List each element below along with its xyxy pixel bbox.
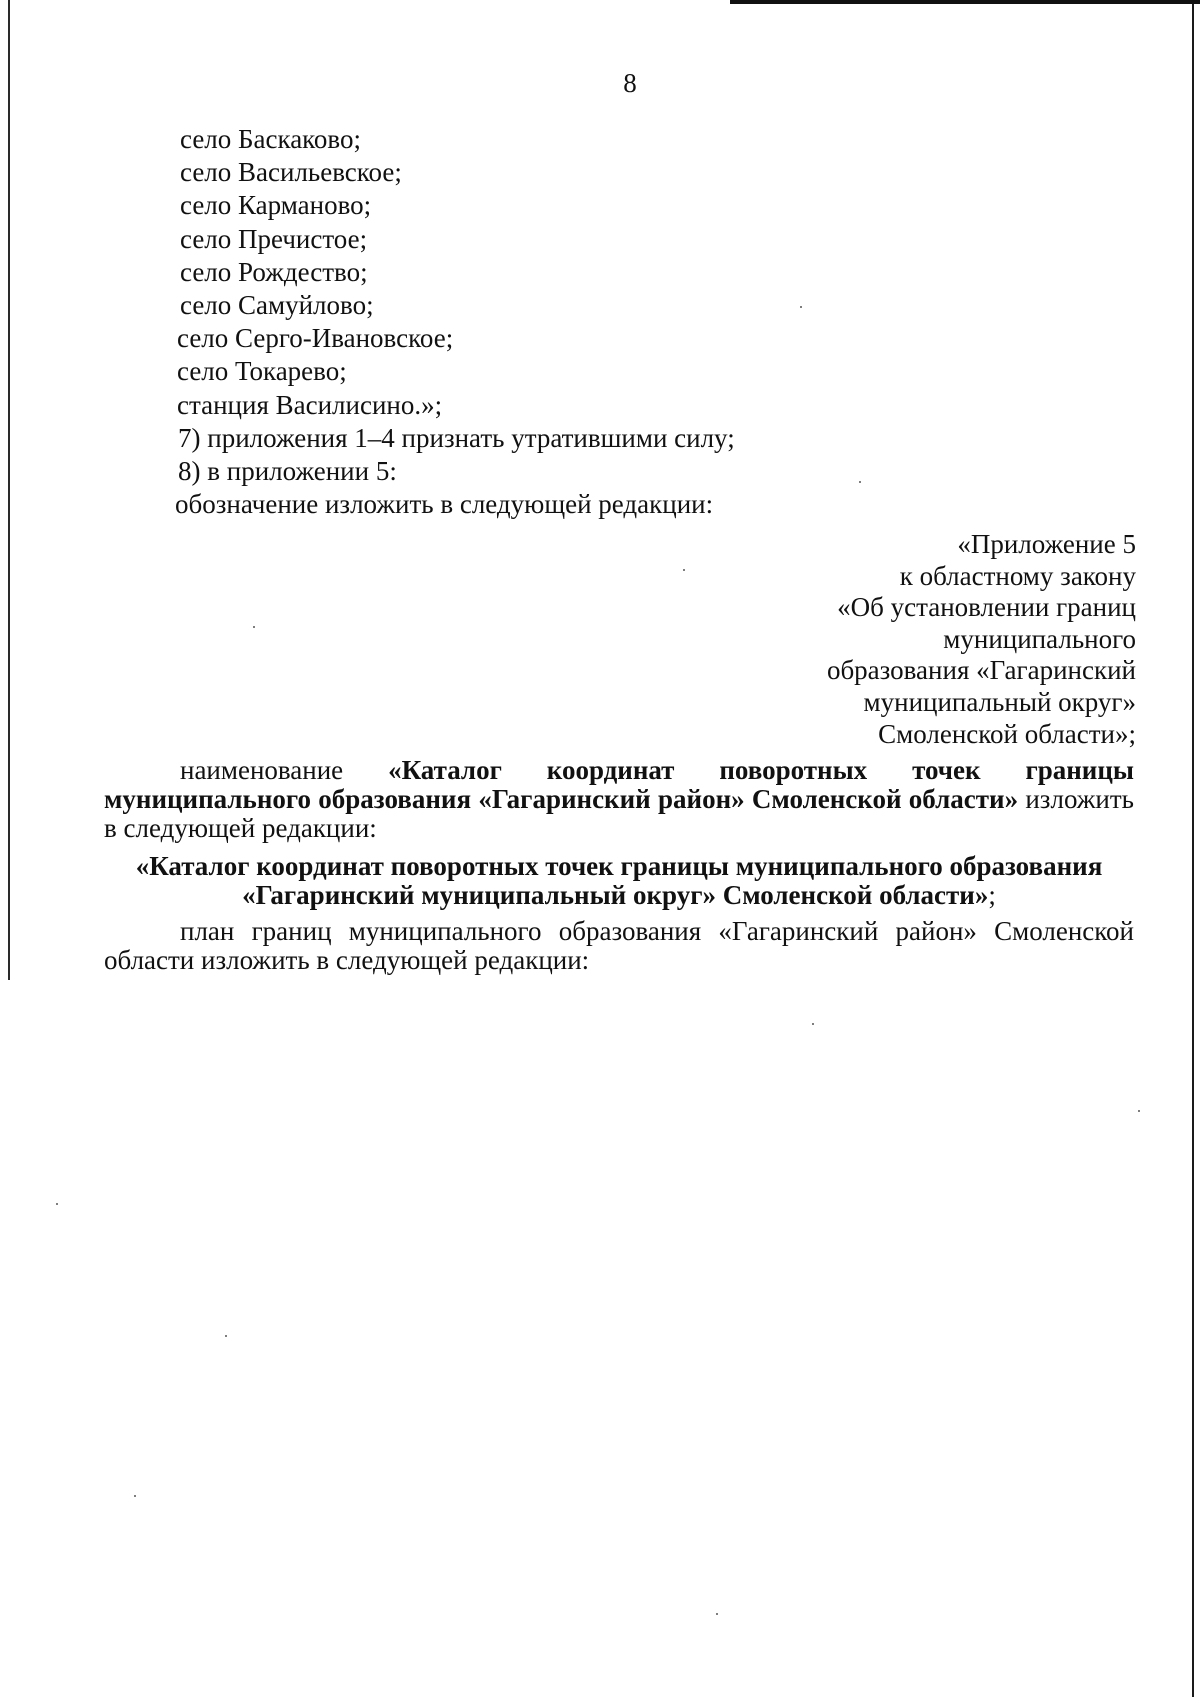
scan-speck bbox=[716, 1613, 718, 1615]
name-paragraph bbox=[104, 756, 1134, 843]
appendix-line: Смоленской области»; bbox=[878, 718, 1136, 749]
appendix-header bbox=[827, 529, 1136, 750]
village-list bbox=[175, 123, 735, 521]
list-item: село Серго-Ивановское; bbox=[177, 323, 454, 354]
list-item: село Пречистое; bbox=[180, 223, 368, 254]
list-item: село Самуйлово; bbox=[180, 290, 374, 321]
list-item: село Васильевское; bbox=[180, 157, 402, 188]
scan-edge-left bbox=[8, 0, 10, 980]
designation-line: обозначение изложить в следующей редакции: bbox=[175, 489, 714, 520]
page-number: 8 bbox=[623, 68, 637, 98]
scan-speck bbox=[812, 1023, 814, 1025]
scan-speck bbox=[1138, 1110, 1140, 1112]
plan-paragraph: план границ муниципального образования «Гагаринский район» Смоленской области изложить в следующей редакции: bbox=[104, 916, 1134, 975]
scan-speck bbox=[225, 1335, 227, 1337]
appendix-line: муниципальный округ» bbox=[863, 686, 1136, 717]
appendix-line: к областному закону bbox=[899, 560, 1136, 591]
item-7: 7) приложения 1–4 признать утратившими силу; bbox=[178, 422, 735, 453]
appendix-line: «Приложение 5 bbox=[957, 529, 1136, 559]
list-item: село Токарево; bbox=[177, 356, 347, 387]
scan-edge-top bbox=[730, 0, 1200, 4]
name-paragraph-lead: наименование bbox=[180, 755, 389, 785]
scan-edge-right bbox=[1192, 0, 1194, 1697]
list-item: село Баскаково; bbox=[180, 124, 361, 154]
list-item: станция Василисино.»; bbox=[177, 389, 443, 420]
catalog-title bbox=[104, 852, 1134, 910]
scan-speck bbox=[800, 306, 802, 308]
scan-speck bbox=[56, 1203, 58, 1205]
list-item: село Карманово; bbox=[180, 190, 372, 221]
scan-speck bbox=[683, 569, 685, 571]
catalog-title-tail: ; bbox=[988, 880, 996, 910]
scan-speck bbox=[134, 1495, 136, 1497]
scan-speck bbox=[859, 481, 861, 483]
new-catalog-name: «Каталог координат поворотных точек границы муниципального образования «Гагаринский муниципальный округ» Смоленской области» bbox=[135, 851, 1103, 910]
old-catalog-name: «Каталог координат поворотных точек границы муниципального образования «Гагаринский район» Смоленской области» bbox=[104, 755, 1134, 814]
scan-speck bbox=[253, 626, 255, 628]
list-item: село Рождество; bbox=[180, 256, 368, 287]
appendix-line: образования «Гагаринский bbox=[826, 655, 1136, 686]
item-8: 8) в приложении 5: bbox=[178, 456, 397, 487]
appendix-line: «Об установлении границ bbox=[837, 592, 1136, 623]
name-paragraph-tail: изложить в следующей редакции: bbox=[104, 784, 1134, 843]
appendix-line: муниципального bbox=[943, 623, 1136, 654]
